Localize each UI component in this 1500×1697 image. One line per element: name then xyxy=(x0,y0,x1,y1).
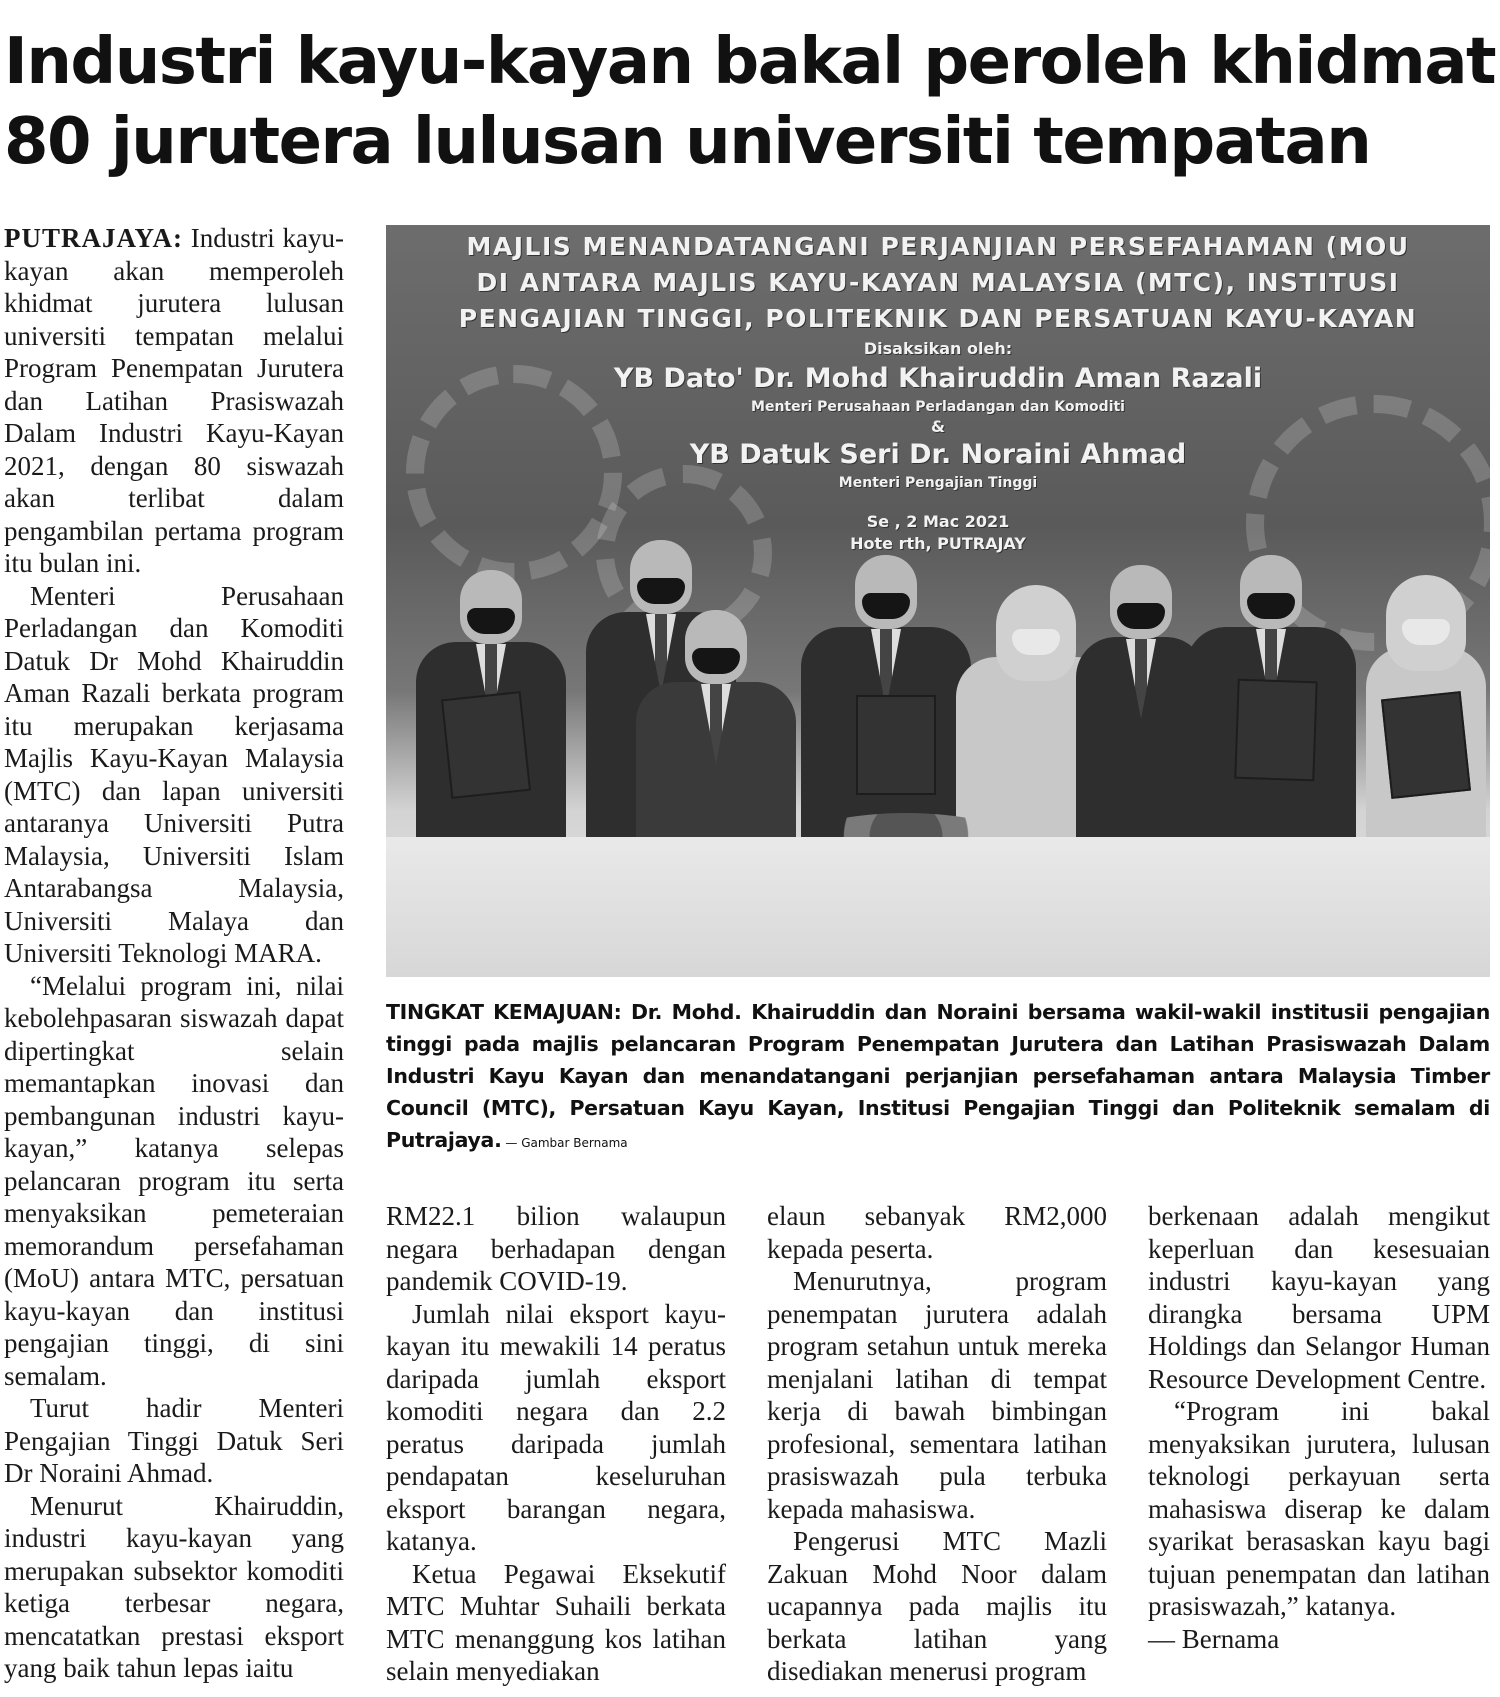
banner-guest-2-role: Menteri Pengajian Tinggi xyxy=(838,475,1038,491)
paragraph-1-text: Industri kayu-kayan akan memperoleh khidmat jurutera lulusan universiti tempatan melalui Program Penempatan Jurutera dan Latihan Prasiswazah Dalam Industri Kayu-Kayan 2021, dengan 80 siswazah akan terlibat dalam pengambilan pertama program itu bulan ini. xyxy=(4,223,344,578)
article-paragraph-9: elaun sebanyak RM2,000 kepada peserta. xyxy=(767,1201,1107,1264)
banner-guest-2-name: YB Datuk Seri Dr. Noraini Ahmad xyxy=(689,439,1187,470)
banner-ampersand: & xyxy=(931,417,945,436)
banner-witnessed-by: Disaksikan oleh: xyxy=(863,339,1013,358)
signing-table xyxy=(386,837,1490,977)
article-signoff: — Bernama xyxy=(1148,1623,1280,1654)
article-column-4 xyxy=(1148,1200,1490,1655)
article-paragraph-2: Menteri Perusahaan Perladangan dan Komoditi Datuk Dr Mohd Khairuddin Aman Razali berkata program itu merupakan kerjasama Majlis Kayu-Kayan Malaysia (MTC) dan lapan universiti antaranya Universiti Putra Malaysia, Universiti Islam Antarabangsa Malaysia, Universiti Malaya dan Universiti Teknologi MARA. xyxy=(4,580,344,968)
banner-venue: Hote rth, PUTRAJAY xyxy=(850,534,1026,553)
article-paragraph-11: Pengerusi MTC Mazli Zakuan Mohd Noor dalam ucapannya pada majlis itu berkata latihan yang disediakan menerusi program xyxy=(767,1526,1107,1686)
article-column-3 xyxy=(767,1200,1107,1688)
article-paragraph-5: Menurut Khairuddin, industri kayu-kayan yang merupakan subsektor komoditi ketiga terbesar negara, mencatatkan prestasi eksport yang baik tahun lepas iaitu xyxy=(4,1490,344,1683)
headline-line-1: Industri kayu-kayan bakal peroleh khidmat xyxy=(4,25,1496,99)
banner-guest-1-name: YB Dato' Dr. Mohd Khairuddin Aman Razali xyxy=(613,363,1263,394)
article-paragraph-6: RM22.1 bilion walaupun negara berhadapan dengan pandemik COVID-19. xyxy=(386,1201,726,1296)
caption-label: TINGKAT KEMAJUAN: xyxy=(386,1000,622,1024)
article-paragraph-10: Menurutnya, program penempatan jurutera adalah program setahun untuk mereka menjalani latihan di tempat kerja di bawah bimbingan profesional, sementara latihan prasiswazah pula terbuka kepada mahasiswa. xyxy=(767,1266,1107,1524)
event-photo xyxy=(386,225,1490,977)
banner-line-3: PENGAJIAN TINGGI, POLITEKNIK DAN PERSATUAN KAYU-KAYAN xyxy=(458,304,1418,333)
article-paragraph-3: “Melalui program ini, nilai kebolehpasaran siswazah dapat dipertingkat selain memantapkan inovasi dan pembangunan industri kayu-kayan,” katanya selepas pelancaran program itu serta menyaksikan pemeteraian memorandum persefahaman (MoU) antara MTC, persatuan kayu-kayan dan institusi pengajian tinggi, di sini semalam. xyxy=(4,970,344,1391)
article-paragraph-8: Ketua Pegawai Eksekutif MTC Muhtar Suhaili berkata MTC menanggung kos latihan selain menyediakan xyxy=(386,1558,726,1686)
caption-credit: — Gambar Bernama xyxy=(501,1136,628,1150)
banner-line-2: DI ANTARA MAJLIS KAYU-KAYAN MALAYSIA (MTC), INSTITUSI xyxy=(476,268,1400,297)
mou-folder xyxy=(1234,679,1317,782)
article-paragraph-1 xyxy=(4,222,344,580)
article-column-1 xyxy=(4,222,344,1685)
banner-line-1: MAJLIS MENANDATANGANI PERJANJIAN PERSEFAHAMAN (MOU xyxy=(466,232,1410,261)
photo-banner xyxy=(386,229,1490,555)
mou-folder xyxy=(441,691,531,799)
headline xyxy=(4,22,1494,182)
article-paragraph-13: “Program ini bakal menyaksikan jurutera, lulusan teknologi perkayuan serta mahasiswa diserap ke dalam syarikat berasaskan kayu bagi tujuan penempatan dan latihan prasiswazah,” katanya. xyxy=(1148,1396,1490,1621)
banner-guest-1-role: Menteri Perusahaan Perladangan dan Komoditi xyxy=(751,399,1125,415)
article-paragraph-7: Jumlah nilai eksport kayu-kayan itu mewakili 14 peratus daripada jumlah eksport komoditi negara dan 2.2 peratus daripada jumlah pendapatan keseluruhan eksport barangan negara, katanya. xyxy=(386,1298,726,1556)
article-paragraph-4: Turut hadir Menteri Pengajian Tinggi Datuk Seri Dr Noraini Ahmad. xyxy=(4,1393,344,1488)
caption-text: Dr. Mohd. Khairuddin dan Noraini bersama wakil-wakil institusii pengajian tinggi pada majlis pelancaran Program Penempatan Jurutera dan Latihan Prasiswazah Dalam Industri Kayu Kayan dan menandatangani perjanjian persefahaman antara Malaysia Timber Council (MTC), Persatuan Kayu Kayan, Institusi Pengajian Tinggi dan Politeknik semalam di Putrajaya. xyxy=(386,1000,1490,1152)
article-column-2 xyxy=(386,1200,726,1688)
photo-caption xyxy=(386,996,1490,1159)
headline-line-2: 80 jurutera lulusan universiti tempatan xyxy=(4,105,1371,179)
article-paragraph-12: berkenaan adalah mengikut keperluan dan kesesuaian industri kayu-kayan yang dirangka bersama UPM Holdings dan Selangor Human Resource Development Centre. xyxy=(1148,1201,1490,1394)
dateline: PUTRAJAYA: xyxy=(4,223,184,253)
mou-folder xyxy=(856,695,936,795)
banner-date: Se , 2 Mac 2021 xyxy=(866,512,1010,531)
mou-folder xyxy=(1381,691,1471,799)
